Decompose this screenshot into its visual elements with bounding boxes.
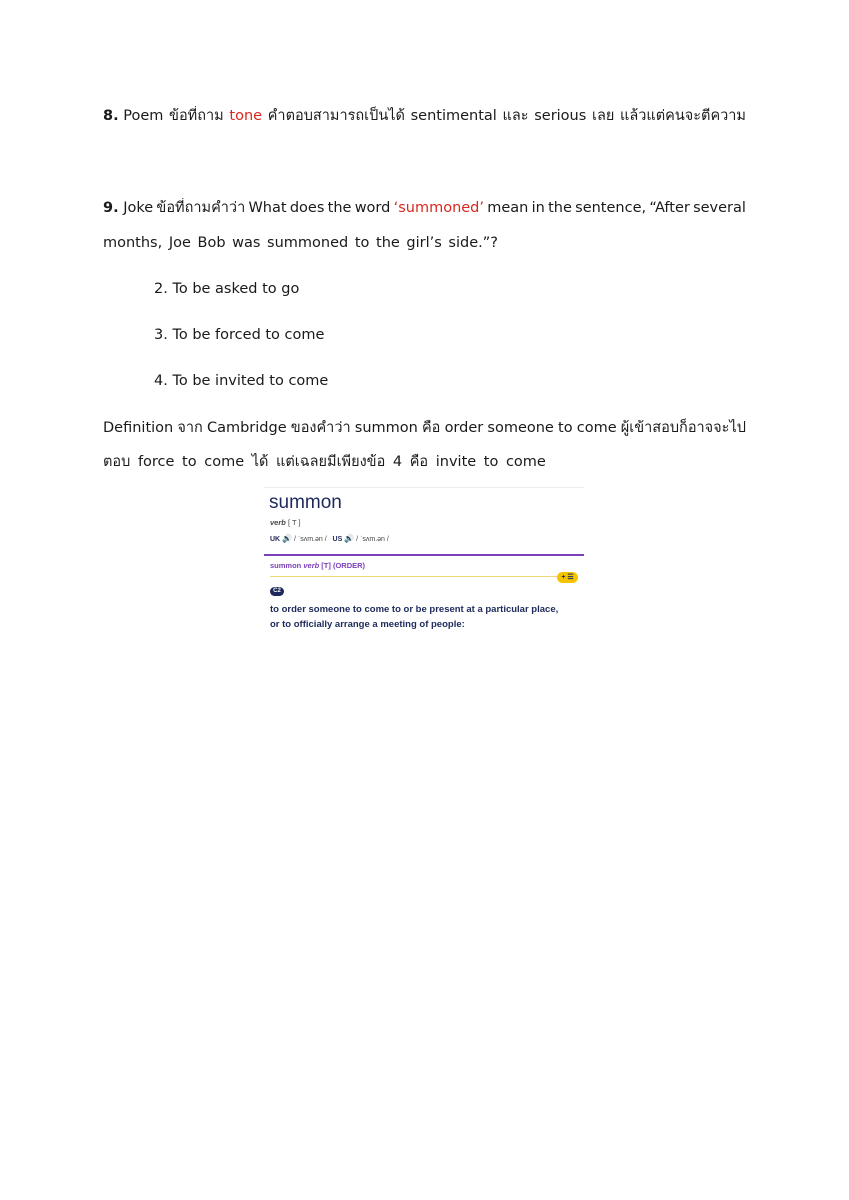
uk-label: UK: [270, 536, 281, 543]
divider: [264, 554, 584, 556]
item-9-word: in: [531, 200, 545, 216]
item-9-word: sentence,: [575, 200, 647, 216]
level-badge: C2: [270, 587, 284, 596]
answer-option: 4. To be invited to come: [154, 373, 329, 389]
item-8-word: แล้วแต่คนจะตีความ: [620, 108, 746, 124]
definition-word: order: [444, 420, 484, 436]
item-8-word-text: Poem: [123, 108, 164, 124]
sense-grammar: [T]: [321, 561, 331, 570]
sense-word: summon: [270, 561, 302, 570]
answer-option: 3. To be forced to come: [154, 327, 325, 343]
add-to-list-button[interactable]: + ☰: [557, 572, 578, 583]
divider: [270, 576, 558, 577]
dictionary-pronunciation: [270, 534, 389, 543]
item-9-word: the: [548, 200, 572, 216]
definition-word: ผู้เข้าสอบก็อาจจะไป: [620, 420, 746, 436]
pos-label: verb: [270, 518, 286, 527]
item-9-word: “After: [649, 200, 690, 216]
grammar-code: [ T ]: [287, 518, 301, 527]
item-9-line-1: [103, 198, 746, 218]
item-number: 8.: [103, 108, 119, 124]
dictionary-pos: [270, 518, 301, 527]
definition-word: Definition: [103, 420, 174, 436]
item-8-word: [103, 106, 163, 126]
definition-word: Cambridge: [206, 420, 287, 436]
definition-text-line: or to officially arrange a meeting of people:: [270, 619, 465, 630]
item-8-line: [103, 106, 746, 126]
sense-heading: [270, 561, 365, 570]
definition-line-1: [103, 418, 746, 438]
highlight-term: ‘summoned’: [393, 200, 484, 216]
item-9-word-text: Joke: [123, 200, 154, 216]
item-9-word: mean: [487, 200, 529, 216]
item-9-word: does: [289, 200, 325, 216]
item-8-word: ข้อที่ถาม: [169, 108, 224, 124]
definition-word: come: [576, 420, 617, 436]
sense-pos: verb: [303, 561, 320, 570]
us-ipa: / ˈsʌm.ən /: [356, 536, 389, 543]
answer-option: 2. To be asked to go: [154, 281, 300, 297]
highlight-term: tone: [229, 108, 263, 124]
definition-text-line: to order someone to come to or be present at a particular place,: [270, 604, 559, 615]
speaker-icon[interactable]: 🔊: [282, 534, 293, 543]
speaker-icon[interactable]: 🔊: [344, 534, 355, 543]
item-9-word: the: [327, 200, 352, 216]
definition-text: [270, 602, 558, 632]
item-9-line-2: months, Joe Bob was summoned to the girl’s side.”?: [103, 235, 498, 251]
item-9-word: ข้อที่ถามคำว่า: [156, 200, 246, 216]
definition-word: ของคำว่า: [290, 420, 351, 436]
item-9-word: What: [248, 200, 287, 216]
definition-word: to: [558, 420, 573, 436]
definition-line-2: ตอบ force to come ได้ แต่เฉลยมีเพียงข้อ 4 คือ invite to come: [103, 454, 546, 470]
sense-guide: (ORDER): [332, 561, 366, 570]
definition-word: someone: [487, 420, 554, 436]
definition-word: จาก: [177, 420, 203, 436]
dictionary-screenshot: [264, 487, 584, 633]
item-9-word: [103, 198, 153, 218]
item-number: 9.: [103, 200, 119, 216]
dictionary-headword: summon: [269, 492, 342, 513]
item-9-word: word: [354, 200, 391, 216]
item-9-word: several: [693, 200, 746, 216]
item-8-word: sentimental: [410, 108, 497, 124]
definition-word: summon: [354, 420, 418, 436]
item-8-word: serious: [534, 108, 587, 124]
uk-ipa: / ˈsʌm.ən /: [294, 536, 327, 543]
us-label: US: [332, 536, 343, 543]
item-8-word: และ: [502, 108, 529, 124]
item-8-word: คำตอบสามารถเป็นได้: [267, 108, 405, 124]
item-8-word: เลย: [591, 108, 615, 124]
definition-word: คือ: [421, 420, 441, 436]
